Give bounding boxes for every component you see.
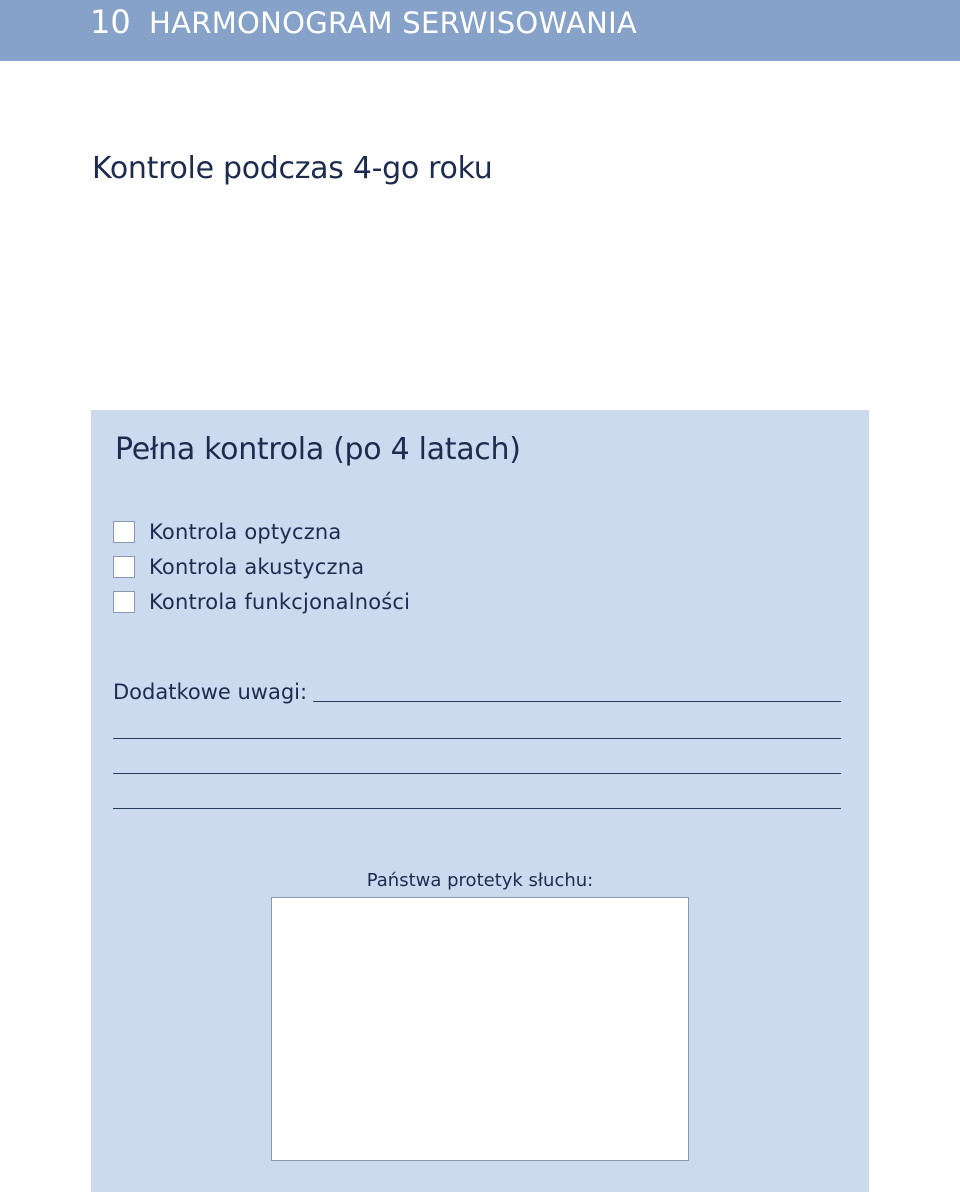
section-title: HARMONOGRAM SERWISOWANIA	[149, 6, 638, 40]
checkbox[interactable]	[113, 556, 135, 578]
page-subtitle: Kontrole podczas 4-go roku	[92, 151, 493, 186]
checkbox[interactable]	[113, 591, 135, 613]
additional-notes	[113, 678, 841, 809]
checklist-item-label: Kontrola akustyczna	[149, 554, 365, 579]
notes-label: Dodatkowe uwagi:	[113, 680, 308, 704]
notes-write-line[interactable]	[113, 774, 841, 809]
checklist	[113, 514, 410, 619]
notes-first-row	[113, 678, 841, 704]
checkbox[interactable]	[113, 521, 135, 543]
checklist-item-label: Kontrola funkcjonalności	[149, 589, 411, 614]
page-number: 10	[90, 3, 131, 41]
checklist-item-acoustic[interactable]	[113, 549, 410, 584]
checklist-item-optical[interactable]	[113, 514, 410, 549]
notes-write-line[interactable]	[113, 704, 841, 739]
checklist-item-functional[interactable]	[113, 584, 410, 619]
notes-write-line[interactable]	[113, 739, 841, 774]
stamp-label: Państwa protetyk słuchu:	[366, 870, 594, 891]
checklist-item-label: Kontrola optyczna	[149, 519, 342, 544]
panel-title: Pełna kontrola (po 4 latach)	[115, 432, 521, 467]
stamp-box[interactable]	[271, 897, 689, 1161]
header-bar	[0, 0, 960, 61]
service-checklist-panel	[91, 410, 869, 1192]
notes-write-line[interactable]	[313, 701, 841, 702]
